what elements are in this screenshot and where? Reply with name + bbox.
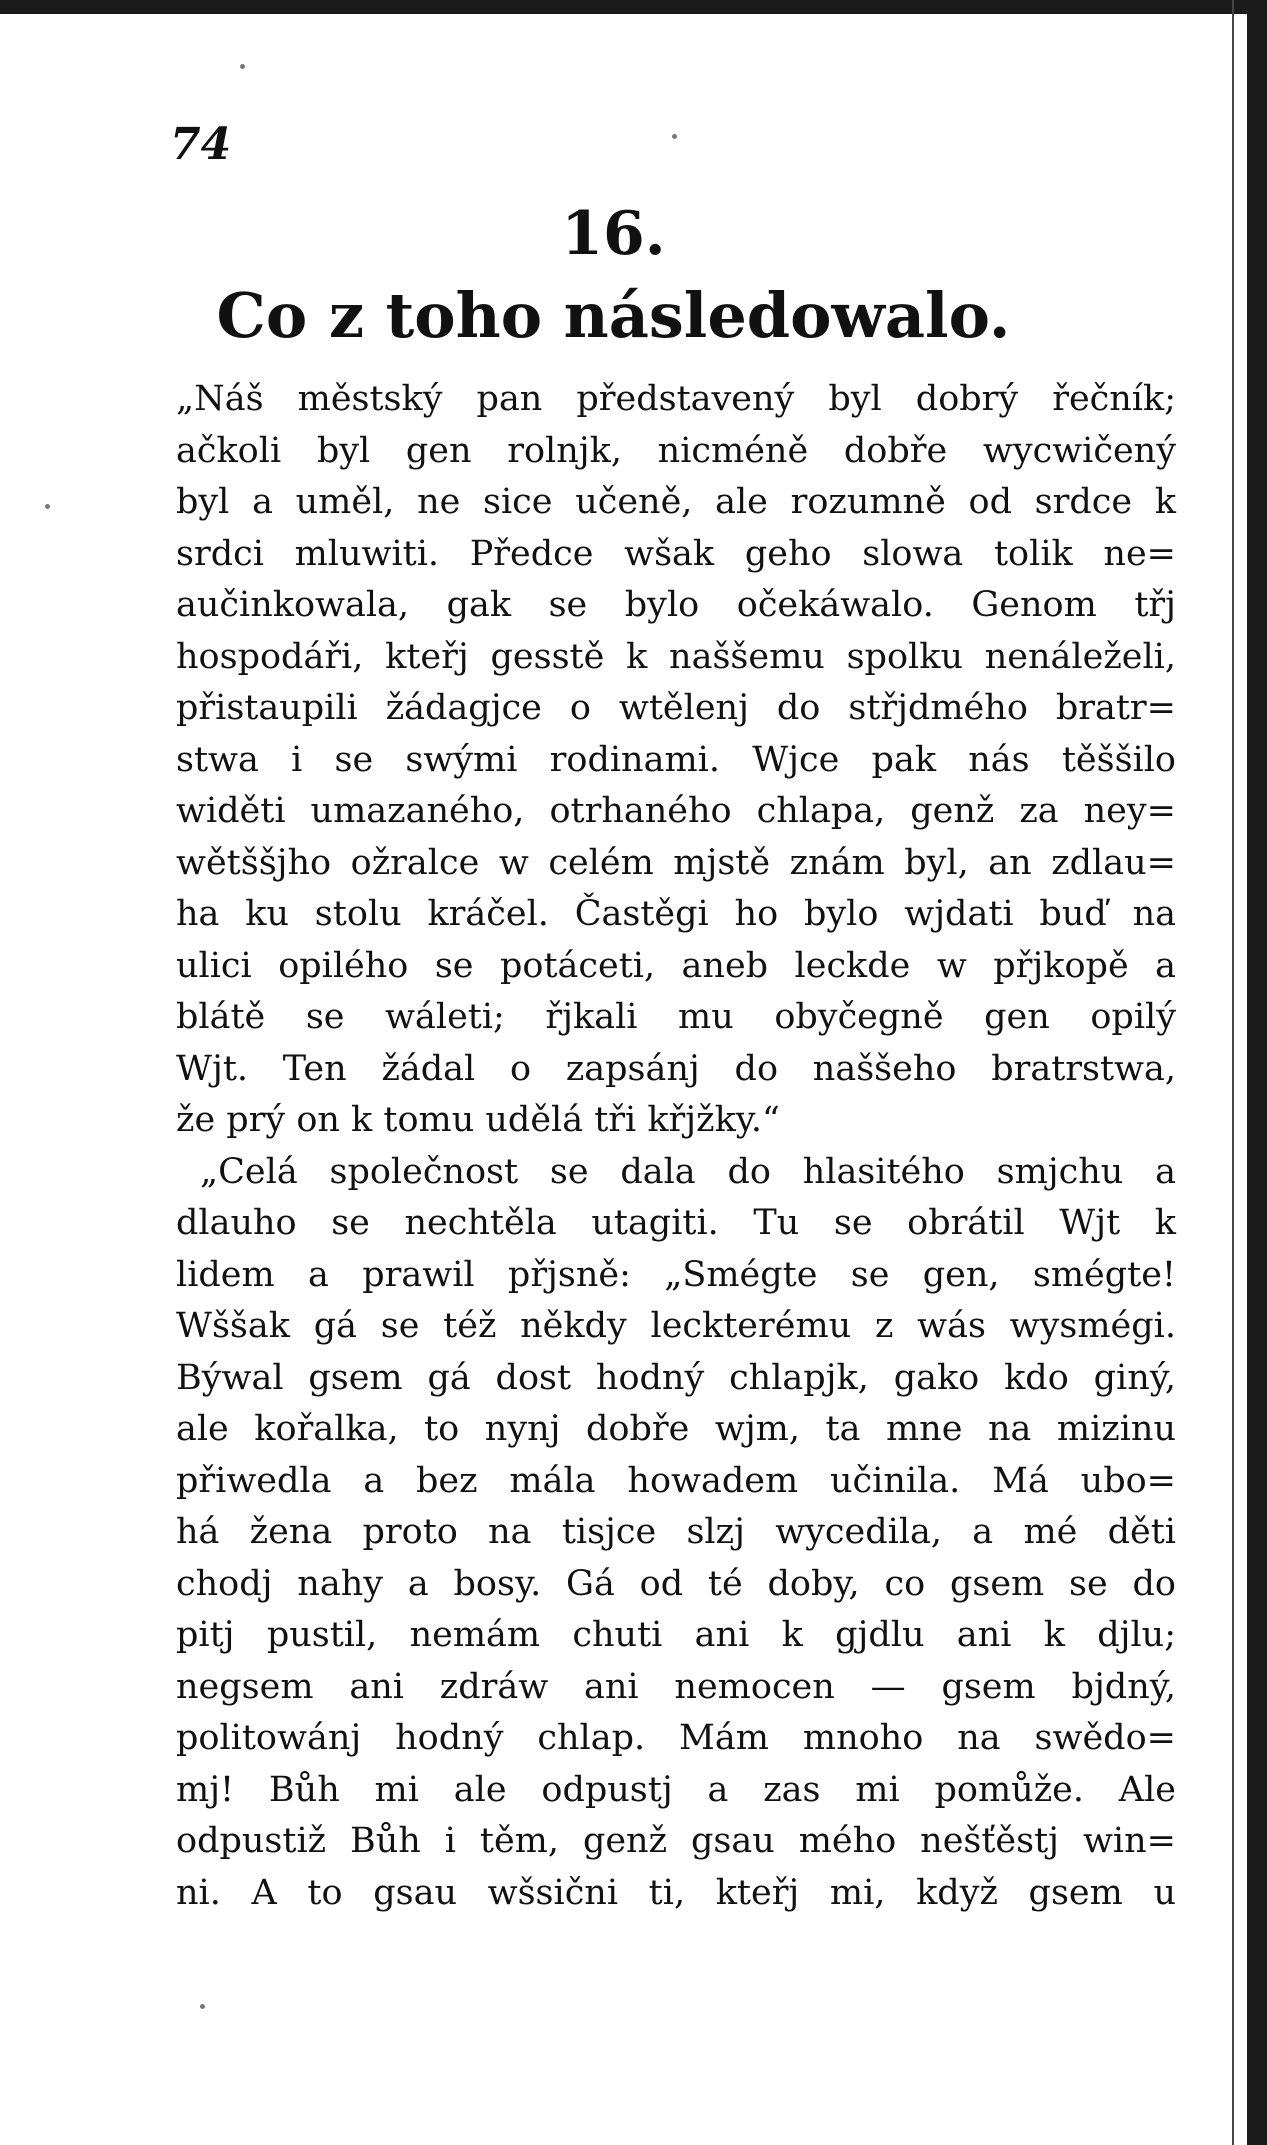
text-line: přistaupili žádagjce o wtělenj do střjdmého bratr= xyxy=(176,688,1176,728)
text-line: widěti umazaného, otrhaného chlapa, genž za ney= xyxy=(176,791,1176,831)
paper-speck xyxy=(45,504,50,509)
text-line: chodj nahy a bosy. Gá od té doby, co gsem se do xyxy=(176,1563,1176,1604)
text-line: „Náš městský pan představený byl dobrý řečník; xyxy=(176,379,1176,419)
text-line: byl a uměl, ne sice učeně, ale rozumně od srdce k xyxy=(176,482,1176,522)
text-line: Wjt. Ten žádal o zapsánj do naššeho bratrstwa, xyxy=(176,1048,1176,1089)
text-line: „Celá společnost se dala do hlasitého smjchu a xyxy=(200,1151,1176,1192)
text-line: hospodáři, kteřj gesstě k naššemu spolku nenáleželi, xyxy=(176,636,1176,677)
text-line: negsem ani zdráw ani nemocen — gsem bjdný, xyxy=(176,1666,1176,1707)
text-line: srdci mluwiti. Předce wšak geho slowa tolik ne= xyxy=(176,533,1176,574)
text-line: ulici opilého se potáceti, aneb leckde w přjkopě a xyxy=(176,945,1176,986)
text-line: že prý on k tomu udělá tři křjžky.“ xyxy=(176,1100,780,1140)
text-line: politowánj hodný chlap. Mám mnoho na swědo= xyxy=(176,1718,1176,1758)
text-line: přiwedla a bez mála howadem učinila. Má ubo= xyxy=(176,1460,1176,1501)
text-line: ačkoli byl gen rolnjk, nicméně dobře wycwičený xyxy=(176,430,1176,471)
text-line: odpustiž Bůh i těm, genž gsau mého nešťěstj win= xyxy=(176,1821,1176,1861)
text-line: dlauho se nechtěla utagiti. Tu se obrátil Wjt k xyxy=(176,1203,1176,1243)
text-line: stwa i se swými rodinami. Wjce pak nás těššilo xyxy=(176,739,1176,780)
scan-border-top xyxy=(0,0,1267,14)
paper-speck xyxy=(240,64,245,69)
paper-speck xyxy=(672,134,677,139)
text-line: ha ku stolu kráčel. Častěgi ho bylo wjdati buď na xyxy=(176,894,1176,934)
body-text xyxy=(176,374,1176,1919)
text-line: Wššak gá se též někdy leckterému z wás wysmégi. xyxy=(176,1306,1176,1346)
text-line: Býwal gsem gá dost hodný chlapjk, gako kdo giný, xyxy=(176,1357,1176,1398)
text-line: lidem a prawil přjsně: „Smégte se gen, smégte! xyxy=(176,1254,1176,1295)
text-line: mj! Bůh mi ale odpustj a zas mi pomůže. Ale xyxy=(176,1769,1176,1810)
chapter-title: Co z toho následowalo. xyxy=(216,279,1011,352)
text-line: wětššjho ožralce w celém mjstě znám byl, an zdlau= xyxy=(176,842,1176,883)
scan-border-right xyxy=(1247,0,1267,2145)
text-line: blátě se wáleti; řjkali mu obyčegně gen opilý xyxy=(176,997,1176,1037)
text-line: ni. A to gsau wšsični ti, kteřj mi, když gsem u xyxy=(176,1872,1176,1913)
paper-speck xyxy=(200,2004,205,2009)
text-line: há žena proto na tisjce slzj wycedila, a mé děti xyxy=(176,1512,1176,1552)
text-line: pitj pustil, nemám chuti ani k gjdlu ani k djlu; xyxy=(176,1615,1176,1655)
page-number: 74 xyxy=(170,119,232,170)
page-fold-line xyxy=(1232,0,1234,2145)
text-line: ale kořalka, to nynj dobře wjm, ta mne na mizinu xyxy=(176,1409,1176,1449)
chapter-number: 16. xyxy=(561,199,666,269)
book-page xyxy=(0,14,1227,2145)
text-line: aučinkowala, gak se bylo očekáwalo. Genom třj xyxy=(176,585,1176,625)
